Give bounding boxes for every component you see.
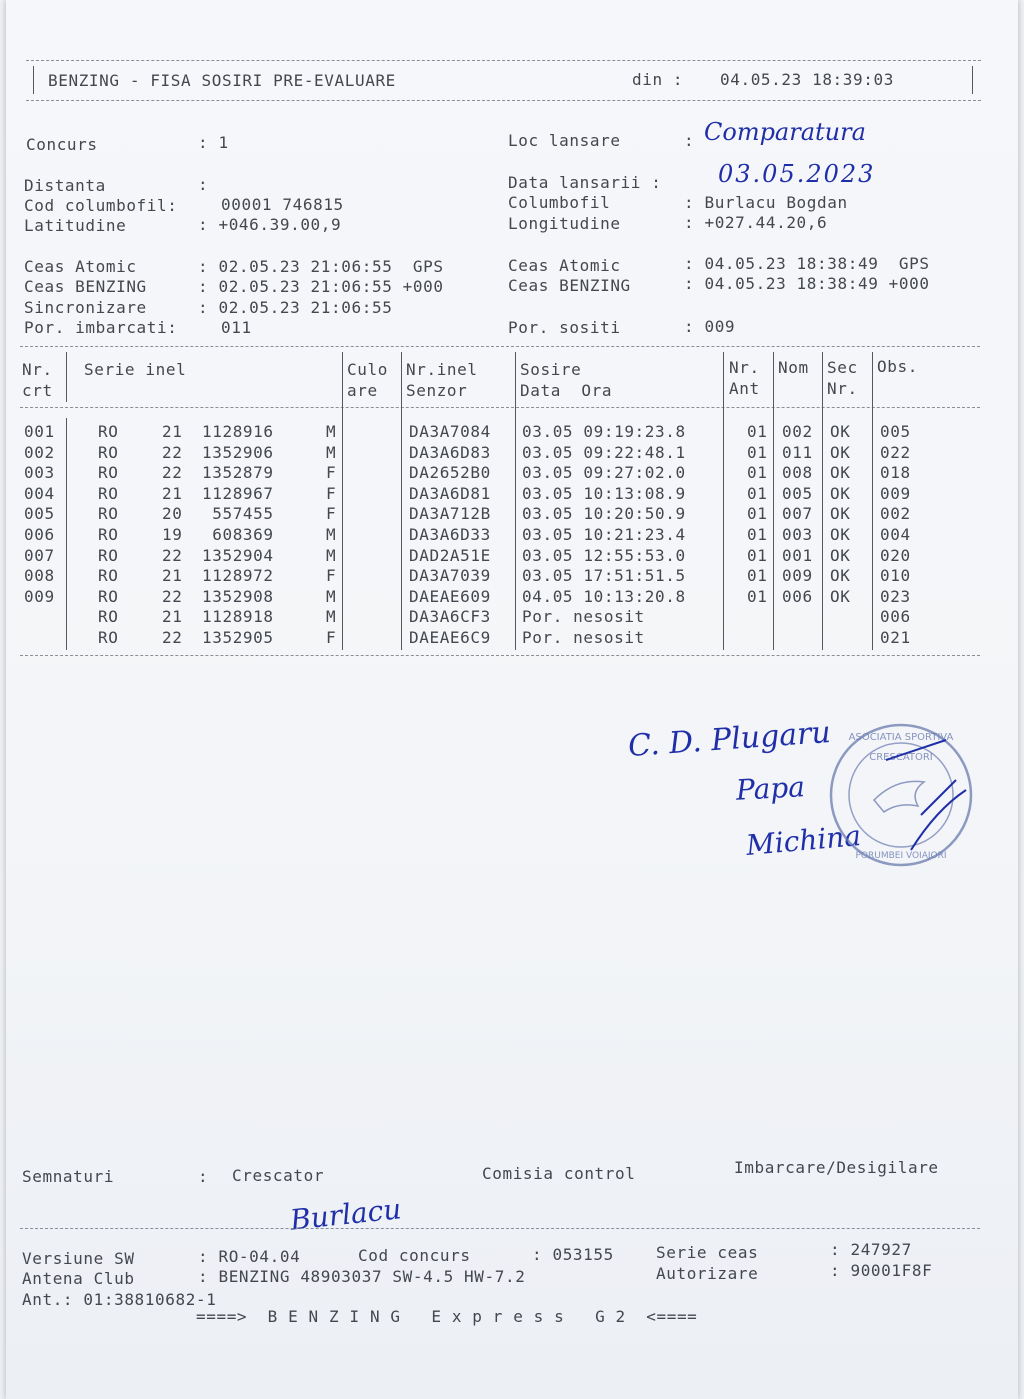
cell-senzor: DA3A7039 <box>409 566 491 586</box>
semnaturi-sep: : <box>198 1167 209 1186</box>
col-header-culo: Culo <box>347 360 388 379</box>
cell-obs: 002 <box>880 504 911 524</box>
cell-senzor: DA3A6D83 <box>409 442 491 462</box>
table-row <box>6 587 1006 607</box>
cell-sec: OK <box>830 545 851 565</box>
cell-sex: F <box>326 566 337 586</box>
ceas-atomic-start-value: : 02.05.23 21:06:55 GPS <box>198 257 444 276</box>
signature-michina: Michina <box>744 819 863 862</box>
cell-sosire: Por. nesosit <box>522 628 645 647</box>
por-sositi-label: Por. sositi <box>508 318 621 337</box>
association-stamp <box>826 720 976 870</box>
versiune-sw-value: : RO-04.04 <box>198 1247 301 1266</box>
cell-tara: RO <box>98 483 119 503</box>
cell-nr: 003 <box>24 463 55 483</box>
antena-club-label: Antena Club <box>22 1269 135 1288</box>
distanta-value: : <box>198 175 209 194</box>
table-row <box>6 546 1006 566</box>
header-datetime: 04.05.23 18:39:03 <box>720 70 894 89</box>
cell-tara: RO <box>98 422 119 441</box>
cell-sec: OK <box>830 525 851 544</box>
cell-sosire: 03.05 17:51:51.5 <box>522 566 686 586</box>
loc-lansare-handwritten: Comparatura <box>704 118 866 146</box>
cell-inel: 557455 <box>202 504 274 524</box>
cell-sosire: Por. nesosit <box>522 607 645 627</box>
imbarcare-desigilare-label: Imbarcare/Desigilare <box>734 1158 939 1177</box>
cell-obs: 020 <box>880 545 911 565</box>
cell-ant: 01 <box>747 586 768 606</box>
ceas-atomic-end-value: : 04.05.23 18:38:49 GPS <box>684 254 930 273</box>
col-header-nom: Nom <box>778 358 809 377</box>
loc-lansare-sep: : <box>684 131 695 150</box>
sincronizare-value: : 02.05.23 21:06:55 <box>198 298 393 317</box>
table-row <box>6 525 1006 545</box>
comisia-control-label: Comisia control <box>482 1164 636 1183</box>
svg-text:PORUMBEI VOIAJORI: PORUMBEI VOIAJORI <box>855 851 947 861</box>
cell-nr: 005 <box>24 504 55 524</box>
cell-an: 22 <box>162 463 183 483</box>
columbofil-value: : Burlacu Bogdan <box>684 193 848 212</box>
cell-senzor: DA3A6D33 <box>409 525 491 544</box>
cell-sex: M <box>326 607 337 627</box>
autorizare-label: Autorizare <box>656 1264 759 1283</box>
sincronizare-label: Sincronizare <box>24 298 147 317</box>
cell-nom: 002 <box>782 422 813 441</box>
por-imbarcati-value: 011 <box>221 318 252 337</box>
table-row <box>6 484 1006 504</box>
cell-inel: 1128916 <box>202 422 274 441</box>
signature-crescator: Burlacu <box>288 1192 403 1237</box>
col-header-obs: Obs. <box>877 357 918 376</box>
cell-an: 22 <box>162 628 183 647</box>
versiune-sw-label: Versiune SW <box>22 1249 135 1268</box>
cell-sex: M <box>326 586 337 606</box>
semnaturi-label: Semnaturi <box>22 1167 115 1186</box>
cell-obs: 010 <box>880 566 911 586</box>
document-title: BENZING - FISA SOSIRI PRE-EVALUARE <box>48 71 396 90</box>
cell-inel: 1352904 <box>202 545 274 565</box>
col-header-crt: crt <box>22 381 53 400</box>
cod-concurs-label: Cod concurs <box>358 1246 471 1265</box>
ceas-benzing-start-label: Ceas BENZING <box>24 277 147 296</box>
cell-obs: 023 <box>880 586 911 606</box>
col-header-sec: Sec <box>827 358 858 377</box>
cell-obs: 022 <box>880 442 911 462</box>
cell-an: 20 <box>162 504 183 524</box>
cell-ant: 01 <box>747 504 768 524</box>
arrivals-table-body <box>6 0 1006 700</box>
cell-sec: OK <box>830 483 851 503</box>
cell-obs: 009 <box>880 483 911 503</box>
cell-nom: 001 <box>782 545 813 565</box>
por-imbarcati-label: Por. imbarcati: <box>24 318 178 337</box>
cell-sex: F <box>326 504 337 524</box>
cell-obs: 004 <box>880 525 911 544</box>
cell-obs: 005 <box>880 422 911 441</box>
cell-an: 21 <box>162 422 183 441</box>
cell-sex: F <box>326 628 337 647</box>
concurs-label: Concurs <box>26 135 98 154</box>
cell-ant: 01 <box>747 422 768 441</box>
cell-inel: 1352906 <box>202 442 274 462</box>
cell-sosire: 03.05 09:22:48.1 <box>522 442 686 462</box>
cell-ant: 01 <box>747 442 768 462</box>
cell-sosire: 03.05 10:13:08.9 <box>522 483 686 503</box>
loc-lansare-label: Loc lansare <box>508 131 621 150</box>
cell-ant: 01 <box>747 566 768 586</box>
col-header-nr-ant: Nr. <box>729 358 760 377</box>
cell-senzor: DAD2A51E <box>409 545 491 565</box>
document-page <box>6 0 1018 1399</box>
cell-nom: 011 <box>782 442 813 462</box>
cell-sex: M <box>326 422 337 441</box>
antena-club-value: : BENZING 48903037 SW-4.5 HW-7.2 <box>198 1267 526 1286</box>
cell-inel: 1128918 <box>202 607 274 627</box>
cell-an: 21 <box>162 566 183 586</box>
cell-senzor: DA2652B0 <box>409 463 491 483</box>
ceas-atomic-start-label: Ceas Atomic <box>24 257 137 276</box>
cell-sec: OK <box>830 566 851 586</box>
cell-nr: 007 <box>24 545 55 565</box>
cell-nom: 006 <box>782 586 813 606</box>
cell-inel: 1128972 <box>202 566 274 586</box>
cell-sex: M <box>326 442 337 462</box>
cell-sec: OK <box>830 586 851 606</box>
cell-ant: 01 <box>747 525 768 544</box>
col-header-senzor: Senzor <box>406 381 468 400</box>
table-row <box>6 422 1006 442</box>
cell-nr: 001 <box>24 422 55 441</box>
cell-sosire: 03.05 10:20:50.9 <box>522 504 686 524</box>
cell-an: 21 <box>162 483 183 503</box>
por-sositi-value: : 009 <box>684 317 736 336</box>
col-header-data-ora: Data Ora <box>520 381 613 400</box>
signature-papa: Papa <box>735 770 806 807</box>
cell-nom: 007 <box>782 504 813 524</box>
cell-obs: 021 <box>880 628 911 647</box>
header-din-label: din : <box>632 70 684 89</box>
ceas-atomic-end-label: Ceas Atomic <box>508 256 621 275</box>
cell-nom: 008 <box>782 463 813 483</box>
cell-sex: M <box>326 545 337 565</box>
cell-nr: 009 <box>24 586 55 606</box>
cod-columbofil-label: Cod columbofil: <box>24 196 178 215</box>
cell-an: 22 <box>162 442 183 462</box>
cell-inel: 1352905 <box>202 628 274 647</box>
cell-senzor: DA3A712B <box>409 504 491 524</box>
col-header-sosire: Sosire <box>520 360 582 379</box>
cell-ant: 01 <box>747 463 768 483</box>
cell-an: 22 <box>162 545 183 565</box>
col-header-serie: Serie inel <box>84 360 187 379</box>
cell-tara: RO <box>98 525 119 544</box>
cell-ant: 01 <box>747 483 768 503</box>
cell-nom: 005 <box>782 483 813 503</box>
latitudine-value: : +046.39.00,9 <box>198 215 342 234</box>
cod-concurs-value: : 053155 <box>532 1245 614 1264</box>
cell-sec: OK <box>830 463 851 483</box>
cell-senzor: DAEAE609 <box>409 586 491 606</box>
col-header-sec-nr: Nr. <box>827 379 858 398</box>
cell-sosire: 04.05 10:13:20.8 <box>522 586 686 606</box>
cell-sosire: 03.05 09:19:23.8 <box>522 422 686 441</box>
cell-nr: 002 <box>24 442 55 462</box>
col-header-nr: Nr. <box>22 360 53 379</box>
crescator-label: Crescator <box>232 1166 325 1185</box>
cell-senzor: DA3A6CF3 <box>409 607 491 627</box>
svg-text:CRESCATORI: CRESCATORI <box>869 752 933 763</box>
cell-ant: 01 <box>747 545 768 565</box>
cell-nr: 008 <box>24 566 55 586</box>
data-lansarii-label: Data lansarii : <box>508 173 662 192</box>
footer-rule <box>20 1228 980 1229</box>
cell-inel: 1128967 <box>202 483 274 503</box>
table-row <box>6 628 1006 648</box>
svg-text:ASOCIATIA SPORTIVA: ASOCIATIA SPORTIVA <box>848 732 954 743</box>
cell-senzor: DA3A7084 <box>409 422 491 441</box>
cell-senzor: DAEAE6C9 <box>409 628 491 647</box>
distanta-label: Distanta <box>24 176 106 195</box>
ceas-benzing-end-label: Ceas BENZING <box>508 276 631 295</box>
table-row <box>6 463 1006 483</box>
cod-columbofil-value: 00001 746815 <box>221 195 344 214</box>
cell-sex: F <box>326 483 337 503</box>
cell-tara: RO <box>98 442 119 462</box>
data-lansarii-handwritten: 03.05.2023 <box>718 160 876 188</box>
ceas-benzing-end-value: : 04.05.23 18:38:49 +000 <box>684 274 930 293</box>
cell-inel: 608369 <box>202 525 274 544</box>
cell-inel: 1352879 <box>202 463 274 483</box>
cell-inel: 1352908 <box>202 586 274 606</box>
cell-sosire: 03.05 09:27:02.0 <box>522 463 686 483</box>
cell-sec: OK <box>830 442 851 462</box>
col-header-ant: Ant <box>729 379 760 398</box>
cell-nom: 009 <box>782 566 813 586</box>
latitudine-label: Latitudine <box>24 216 127 235</box>
serie-ceas-label: Serie ceas <box>656 1243 759 1262</box>
longitudine-value: : +027.44.20,6 <box>684 213 828 232</box>
signature-plugaru: C. D. Plugaru <box>627 714 832 765</box>
cell-tara: RO <box>98 586 119 606</box>
cell-obs: 018 <box>880 463 911 483</box>
table-row <box>6 607 1006 627</box>
cell-sec: OK <box>830 422 851 441</box>
cell-tara: RO <box>98 463 119 483</box>
benzing-express-banner: ====> B E N Z I N G E x p r e s s G 2 <==== <box>196 1307 698 1326</box>
cell-tara: RO <box>98 504 119 524</box>
cell-an: 21 <box>162 607 183 627</box>
longitudine-label: Longitudine <box>508 214 621 233</box>
col-header-nrinel: Nr.inel <box>406 360 478 379</box>
cell-tara: RO <box>98 628 119 647</box>
cell-sex: F <box>326 463 337 483</box>
cell-tara: RO <box>98 607 119 627</box>
table-row <box>6 566 1006 586</box>
serie-ceas-value: : 247927 <box>830 1240 912 1259</box>
cell-nom: 003 <box>782 525 813 544</box>
cell-nr: 004 <box>24 483 55 503</box>
concurs-value: : 1 <box>198 133 229 152</box>
cell-tara: RO <box>98 545 119 565</box>
cell-an: 19 <box>162 525 183 544</box>
cell-sex: M <box>326 525 337 544</box>
table-row <box>6 443 1006 463</box>
cell-tara: RO <box>98 566 119 586</box>
col-header-are: are <box>347 381 378 400</box>
cell-senzor: DA3A6D81 <box>409 483 491 503</box>
cell-nr: 006 <box>24 525 55 544</box>
cell-sec: OK <box>830 504 851 524</box>
columbofil-label: Columbofil <box>508 193 611 212</box>
table-row <box>6 504 1006 524</box>
cell-sosire: 03.05 12:55:53.0 <box>522 545 686 565</box>
ceas-benzing-start-value: : 02.05.23 21:06:55 +000 <box>198 277 444 296</box>
antena-id: Ant.: 01:38810682-1 <box>22 1290 217 1309</box>
autorizare-value: : 90001F8F <box>830 1261 933 1280</box>
cell-obs: 006 <box>880 607 911 627</box>
cell-an: 22 <box>162 586 183 606</box>
cell-sosire: 03.05 10:21:23.4 <box>522 525 686 544</box>
